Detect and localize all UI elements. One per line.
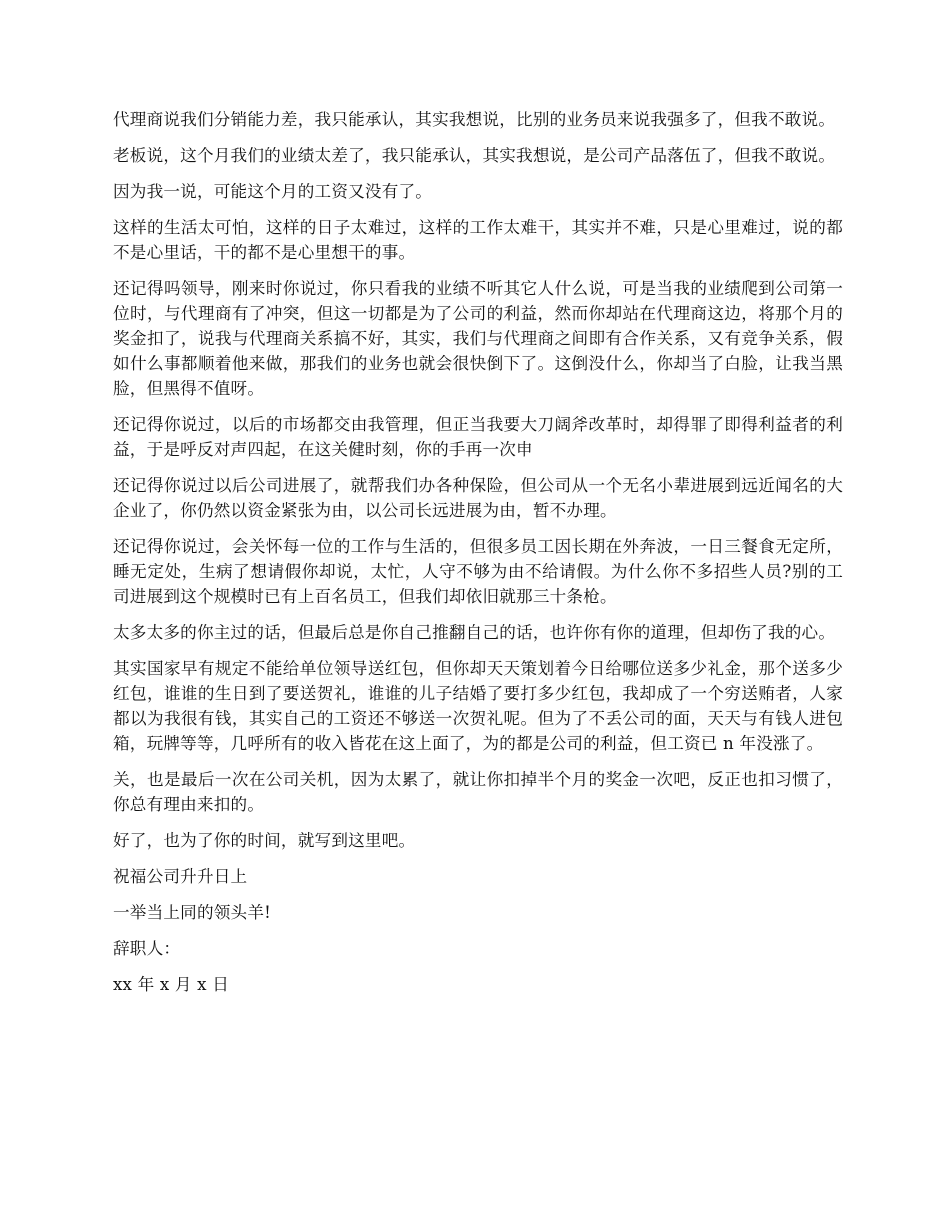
paragraph-insurance: 还记得你说过以后公司进展了，就帮我们办各种保险，但公司从一个无名小辈进展到远近闻名的大企业了，你仍然以资金紧张为由，以公司长远进展为由，暂不办理。: [113, 476, 843, 520]
paragraph-remember-leader: 还记得吗领导，刚来时你说过，你只看我的业绩不听其它人什么说，可是当我的业绩爬到公司第一位时，与代理商有了冲突，但这一切都是为了公司的利益，然而你却站在代理商这边，将那个月的奖金扣了，说我与代理商关系搞不好，其实，我们与代理商之间即有合作关系，又有竞争关系，假如什么事都顺着他来做，那我们的业务也就会很快倒下了。这倒没什么，你却当了白脸，让我当黑脸，但黑得不值呀。: [113, 279, 843, 398]
paragraph-hard-life: 这样的生活太可怕，这样的日子太难过，这样的工作太难干，其实并不难，只是心里难过，说的都不是心里话，干的都不是心里想干的事。: [113, 218, 843, 262]
paragraph-blessing: 祝福公司升升日上: [113, 867, 248, 886]
paragraph-broken-words: 太多太多的你主过的话，但最后总是你自己推翻自己的话，也许你有你的道理，但却伤了我的心。: [113, 623, 836, 642]
paragraph-market-management: 还记得你说过，以后的市场都交由我管理，但正当我要大刀阔斧改革时，却得罪了即得利益者的利益，于是呼反对声四起，在这关健时刻，你的手再一次申: [113, 415, 843, 459]
paragraph-salary-fear: 因为我一说，可能这个月的工资又没有了。: [113, 182, 433, 201]
paragraph-distribution-complaint: 代理商说我们分销能力差，我只能承认，其实我想说，比别的业务员来说我强多了，但我不敢说。: [113, 110, 836, 129]
paragraph-closing: 好了，也为了你的时间，就写到这里吧。: [113, 831, 416, 850]
paragraph-last-shutdown: 关，也是最后一次在公司关机，因为太累了，就让你扣掉半个月的奖金一次吧，反正也扣习惯了，你总有理由来扣的。: [113, 770, 843, 814]
paragraph-boss-performance: 老板说，这个月我们的业绩太差了，我只能承认，其实我想说，是公司产品落伍了，但我不敢说。: [113, 146, 836, 165]
paragraph-care-promise: 还记得你说过，会关怀每一位的工作与生活的，但很多员工因长期在外奔波，一日三餐食无定所，睡无定处，生病了想请假你却说，太忙，人守不够为由不给请假。为什么你不多招些人员?别的工司进展到这个规模时已有上百名员工，但我们却依旧就那三十条枪。: [113, 537, 843, 606]
paragraph-red-envelopes: 其实国家早有规定不能给单位领导送红包，但你却天天策划着今日给哪位送多少礼金，那个送多少红包，谁谁的生日到了要送贺礼，谁谁的儿子结婚了要打多少红包，我却成了一个穷送贿者，人家都以为我很有钱，其实自己的工资还不够送一次贺礼呢。但为了不丢公司的面，天天与有钱人进包箱，玩牌等等，几呼所有的收入皆花在这上面了，为的都是公司的利益，但工资已 n 年没涨了。: [113, 659, 843, 753]
signature-label: 辞职人：: [113, 939, 181, 958]
signature-date: xx 年 x 月 x 日: [113, 975, 229, 994]
paragraph-leader-wish: 一举当上同的领头羊!: [113, 903, 272, 922]
document-body: [113, 107, 843, 1008]
